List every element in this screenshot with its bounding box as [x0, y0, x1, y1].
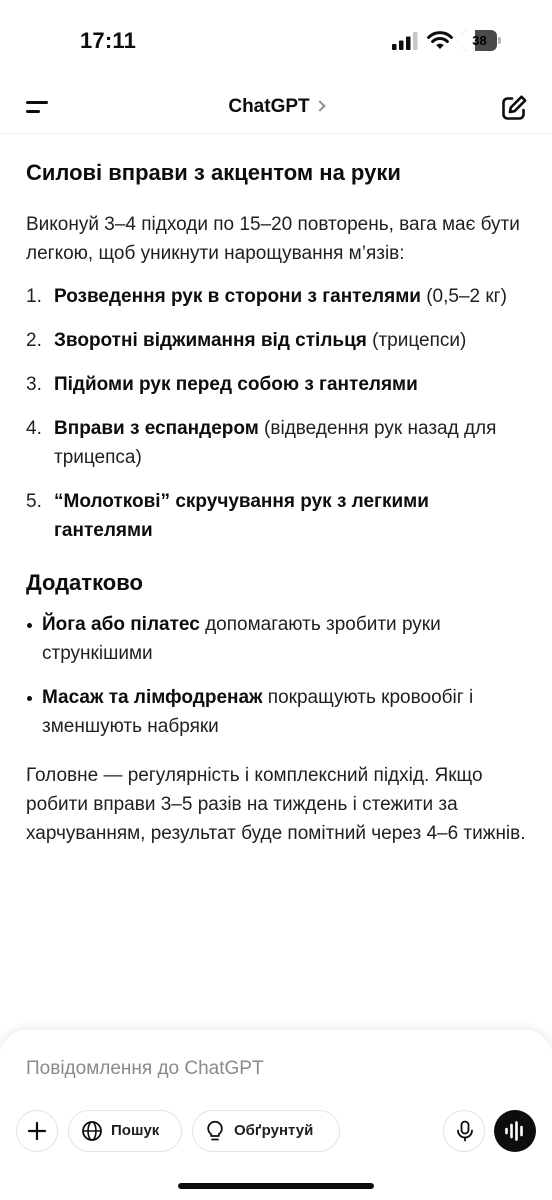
home-indicator [178, 1183, 374, 1189]
voice-waveform-icon [504, 1121, 526, 1141]
chat-message [0, 134, 552, 1030]
globe-icon [81, 1120, 103, 1142]
intro-paragraph: Виконуй 3–4 підходи по 15–20 повторень, вага має бути легкою, щоб уникнути нарощування м’язів: [26, 214, 520, 264]
status-bar [0, 0, 552, 80]
model-selector[interactable] [228, 96, 323, 117]
edit-icon [504, 97, 526, 119]
menu-button[interactable] [22, 93, 54, 121]
reason-button[interactable] [192, 1110, 340, 1152]
cellular-signal-icon [392, 32, 418, 50]
chevron-right-icon [314, 100, 325, 111]
reason-label: Обґрунтуй [234, 1122, 314, 1139]
list-item: Йога або пілатес допомагають зробити руки стрункішими [26, 610, 526, 668]
section-title: Додатково [26, 570, 143, 595]
search-button[interactable] [68, 1110, 182, 1152]
composer [0, 1030, 552, 1200]
summary-paragraph: Головне — регулярність і комплексний підхід. Якщо робити вправи 3–5 разів на тиждень і стежити за харчуванням, результат буде помітний через 4–6 тижнів. [26, 765, 526, 844]
battery-level: 38 [472, 33, 487, 48]
voice-mode-button[interactable] [494, 1110, 536, 1152]
battery-indicator [462, 30, 502, 51]
bullet-icon [27, 696, 32, 701]
dictate-button[interactable] [443, 1110, 485, 1152]
extras-list [26, 610, 526, 741]
top-nav-bar [0, 80, 552, 134]
list-item: 2. Зворотні віджимання від стільця (трицепси) [26, 330, 467, 351]
search-label: Пошук [111, 1122, 160, 1139]
lightbulb-icon [204, 1120, 226, 1142]
new-chat-button[interactable] [498, 92, 530, 124]
bullet-icon [27, 623, 32, 628]
status-time: 17:11 [80, 28, 137, 53]
plus-icon [27, 1121, 47, 1141]
microphone-icon [455, 1120, 475, 1142]
app-title: ChatGPT [228, 96, 310, 117]
menu-icon [26, 101, 48, 104]
list-item: 5. “Молоткові” скручування рук з легкими гантелями [26, 491, 429, 541]
list-item: 1. Розведення рук в сторони з гантелями (0,5–2 кг) [26, 286, 507, 307]
list-item: 4. Вправи з еспандером (відведення рук назад для трицепса) [26, 418, 497, 468]
add-button[interactable] [16, 1110, 58, 1152]
exercise-list [26, 282, 526, 545]
list-item: 3. Підйоми рук перед собою з гантелями [26, 374, 418, 395]
wifi-icon [426, 30, 454, 50]
message-input[interactable] [26, 1054, 446, 1084]
section-title: Силові вправи з акцентом на руки [26, 160, 401, 185]
list-item: Масаж та лімфодренаж покращують кровообіг і зменшують набряки [26, 683, 526, 741]
